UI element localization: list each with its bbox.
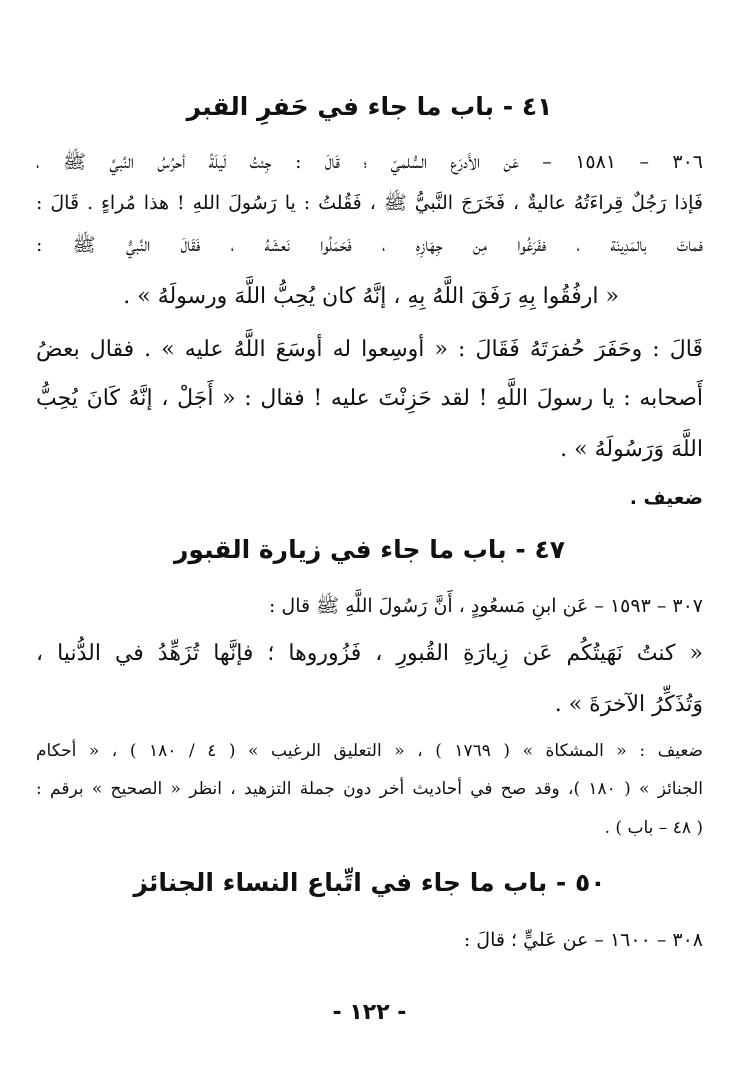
hadith-306-line-4: « ارفُقُوا بِهِ رَفَقَ اللَّهُ بِهِ ، إنَّهُ كان يُحِبُّ اللَّهَ ورسولَهُ » .	[123, 284, 619, 309]
chapter-heading-50: ٥٠ - باب ما جاء في اتِّباع النساء الجنائز	[133, 868, 606, 897]
hadith-307-line-3: وَتُذَكِّرُ الآخرَةَ » .	[554, 692, 703, 717]
hadith-307-grade-line-1: ضعيف : « المشكاة » ( ١٧٦٩ ) ، « التعليق الرغيب » ( ٤ / ١٨٠ ) ، « أحكام	[36, 741, 703, 761]
hadith-306-line-3: فماتَ بالمَدِينَة ، ففَرَغُوا مِن جِهَازِهِ ، فَحَمَلُوا نَعشَهُ ، فَقَالَ النَّبيُّ ﷺ :	[36, 234, 703, 256]
hadith-306-line-1: ٣٠٦ – ١٥٨١ – عَن الأَدرَع السُّلميّ ؛ قَالَ : جِئتُ لَيلَةً أحرُسُ النَّبيَّ ﷺ ،	[36, 151, 703, 173]
hadith-307-line-2: « كنتُ نَهَيتُكُم عَن زِيارَةِ القُبورِ ، فَزُوروها ؛ فإنَّها تُزَهِّدُ في الدُّنيا ،	[36, 641, 703, 666]
hadith-307-grade-line-2: الجنائز » ( ١٨٠ )، وقد صح في أحاديث أخر دون جملة التزهيد ، انظر « الصحيح » برقم :	[36, 779, 703, 799]
hadith-306-line-7: اللَّهَ وَرَسُولَهُ » .	[560, 437, 703, 462]
hadith-306-line-2: فَإذا رَجُلٌ قِراءَتُهُ عاليةٌ ، فَخَرَجَ النَّبيُّ ﷺ ، فَقُلتُ : يا رَسُولَ اللهِ ! هذا مُراءٍ . قَالَ :	[36, 192, 703, 214]
hadith-308-line-1: ٣٠٨ – ١٦٠٠ – عن عَليٍّ ؛ قالَ :	[463, 929, 703, 951]
hadith-306-line-6: أَصحابه : يا رسولَ اللَّهِ ! لقد حَزِنْتَ عليه ! فقال : « أَجَلْ ، إنَّهُ كَانَ يُحِبُّ	[36, 386, 703, 411]
hadith-307-line-1: ٣٠٧ – ١٥٩٣ – عَن ابنِ مَسعُودٍ ، أَنَّ رَسُولَ اللَّهِ ﷺ قال :	[268, 595, 703, 617]
hadith-307-grade-line-3: ( ٤٨ – باب ) .	[604, 818, 703, 838]
page-number: - ١٢٢ -	[332, 1000, 407, 1025]
hadith-306-grade: ضعيف .	[629, 487, 703, 509]
chapter-heading-41: ٤١ - باب ما جاء في حَفرِ القبر	[186, 92, 553, 121]
hadith-306-line-5: قَالَ : وحَفَرَ حُفرَتَهُ فَقَالَ : « أوسِعوا له أوسَعَ اللَّهُ عليه » . فقال بعضُ	[36, 337, 703, 362]
chapter-heading-47: ٤٧ - باب ما جاء في زيارة القبور	[174, 535, 565, 564]
